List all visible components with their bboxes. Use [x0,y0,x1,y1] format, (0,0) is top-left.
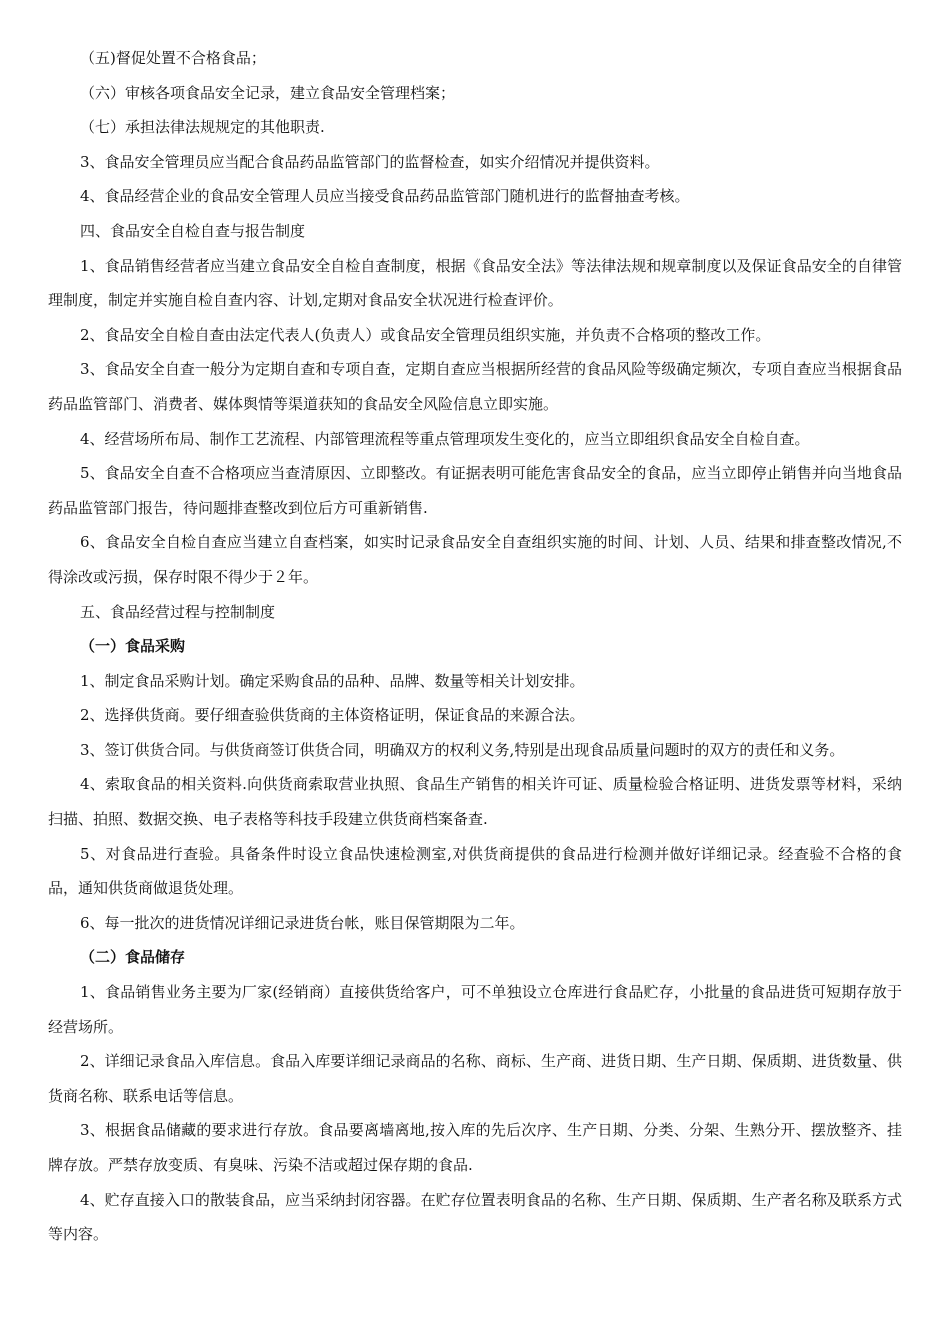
paragraph: 6、食品安全自检自查应当建立自查档案，如实时记录食品安全自查组织实施的时间、计划、人员、结果和排查整改情况,不得涂改或污损，保存时限不得少于２年。 [48,533,902,586]
paragraph: 2、详细记录食品入库信息。食品入库要详细记录商品的名称、商标、生产商、进货日期、生产日期、保质期、进货数量、供货商名称、联系电话等信息。 [48,1052,902,1105]
section-heading: 五、食品经营过程与控制制度 [80,602,276,621]
paragraph: 3、根据食品储藏的要求进行存放。食品要离墙离地,按入库的先后次序、生产日期、分类、分架、生熟分开、摆放整齐、挂牌存放。严禁存放变质、有臭味、污染不洁或超过保存期的食品. [48,1121,902,1174]
paragraph: 1、制定食品采购计划。确定采购食品的品种、品牌、数量等相关计划安排。 [80,671,585,690]
paragraph: 4、食品经营企业的食品安全管理人员应当接受食品药品监管部门随机进行的监督抽查考核。 [80,187,690,206]
subsection-heading: （二）食品储存 [80,948,186,967]
subsection-heading: （一）食品采购 [80,637,186,656]
paragraph: 6、每一批次的进货情况详细记录进货台帐，账目保管期限为二年。 [80,913,525,932]
paragraph: 1、食品销售经营者应当建立食品安全自检自查制度，根据《食品安全法》等法律法规和规章制度以及保证食品安全的自律管理制度，制定并实施自检自查内容、计划,定期对食品安全状况进行检查评价。 [48,256,902,310]
paragraph: （七）承担法律法规规定的其他职责. [80,118,325,137]
paragraph: （六）审核各项食品安全记录，建立食品安全管理档案； [80,83,456,102]
paragraph: 3、食品安全自查一般分为定期自查和专项自查，定期自查应当根据所经营的食品风险等级确定频次，专项自查应当根据食品药品监管部门、消费者、媒体舆情等渠道获知的食品安全风险信息立即实施。 [48,360,902,413]
section-heading: 四、食品安全自检自查与报告制度 [80,221,306,240]
paragraph: 5、对食品进行查验。具备条件时设立食品快速检测室,对供货商提供的食品进行检测并做好详细记录。经查验不合格的食品，通知供货商做退货处理。 [48,844,902,898]
paragraph: 4、贮存直接入口的散装食品，应当采纳封闭容器。在贮存位置表明食品的名称、生产日期、保质期、生产者名称及联系方式等内容。 [48,1190,902,1244]
paragraph: 2、选择供货商。要仔细查验供货商的主体资格证明，保证食品的来源合法。 [80,706,585,725]
paragraph: 4、经营场所布局、制作工艺流程、内部管理流程等重点管理项发生变化的，应当立即组织食品安全自检自查。 [80,429,810,448]
paragraph: 4、索取食品的相关资料.向供货商索取营业执照、食品生产销售的相关许可证、质量检验合格证明、进货发票等材料，采纳扫描、拍照、数据交换、电子表格等科技手段建立供货商档案备查. [48,775,902,829]
paragraph: 5、食品安全自查不合格项应当查清原因、立即整改。有证据表明可能危害食品安全的食品，应当立即停止销售并向当地食品药品监管部门报告，待问题排查整改到位后方可重新销售. [48,464,902,517]
paragraph: 1、食品销售业务主要为厂家(经销商）直接供货给客户，可不单独设立仓库进行食品贮存，小批量的食品进货可短期存放于经营场所。 [48,983,902,1036]
paragraph: （五)督促处置不合格食品； [80,49,266,67]
paragraph: 3、签订供货合同。与供货商签订供货合同，明确双方的权利义务,特别是出现食品质量问题时的双方的责任和义务。 [80,740,845,759]
paragraph: 3、食品安全管理员应当配合食品药品监管部门的监督检查，如实介绍情况并提供资料。 [80,152,660,171]
paragraph: 2、食品安全自检自查由法定代表人(负责人）或食品安全管理员组织实施，并负责不合格项的整改工作。 [80,325,771,344]
